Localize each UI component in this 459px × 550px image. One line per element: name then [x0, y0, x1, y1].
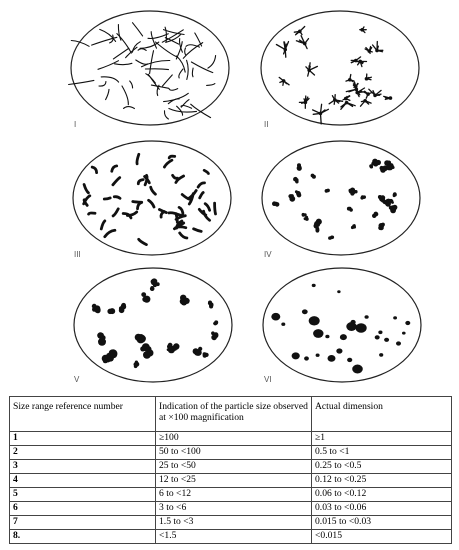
panel-label-1: I: [74, 120, 77, 129]
cell-reference-number: 8.: [10, 530, 156, 544]
panel-outline: [261, 11, 419, 125]
cell-reference-number: 1: [10, 432, 156, 446]
panel-outline: [73, 141, 231, 255]
panel-4-small-clusters: [262, 141, 420, 255]
table-header-row: [10, 397, 452, 432]
cell-observed-size: 1.5 to <3: [156, 516, 312, 530]
cell-reference-number: 3: [10, 460, 156, 474]
cell-observed-size: 3 to <6: [156, 502, 312, 516]
panel-label-5: V: [74, 375, 80, 384]
cell-observed-size: 25 to <50: [156, 460, 312, 474]
panel-label-2: II: [264, 120, 269, 129]
panel-outline: [263, 268, 421, 382]
panel-6-round-nodules: [263, 268, 421, 382]
panel-5-rosette-clusters: [74, 268, 232, 382]
cell-observed-size: ≥100: [156, 432, 312, 446]
cell-actual-dimension: 0.06 to <0.12: [312, 488, 452, 502]
cell-actual-dimension: 0.03 to <0.06: [312, 502, 452, 516]
cell-actual-dimension: <0.015: [312, 530, 452, 544]
header-observed-size: Indication of the particle size observed at ×100 magnification: [156, 397, 312, 432]
size-reference-table: [9, 396, 452, 544]
cell-actual-dimension: 0.25 to <0.5: [312, 460, 452, 474]
panel-label-4: IV: [264, 250, 272, 259]
cell-observed-size: 12 to <25: [156, 474, 312, 488]
panel-1-thin-filaments: [69, 11, 229, 125]
panel-2-branched-stars: [261, 11, 419, 125]
panel-outline: [262, 141, 420, 255]
cell-observed-size: 50 to <100: [156, 446, 312, 460]
cell-actual-dimension: ≥1: [312, 432, 452, 446]
header-actual-dimension: Actual dimension: [312, 397, 452, 432]
cell-reference-number: 6: [10, 502, 156, 516]
table-body: [10, 432, 452, 544]
cell-actual-dimension: 0.5 to <1: [312, 446, 452, 460]
table-row: [10, 502, 452, 516]
cell-reference-number: 5: [10, 488, 156, 502]
cell-actual-dimension: 0.015 to <0.03: [312, 516, 452, 530]
cell-reference-number: 2: [10, 446, 156, 460]
table-row: [10, 530, 452, 544]
cell-observed-size: 6 to <12: [156, 488, 312, 502]
cell-reference-number: 7: [10, 516, 156, 530]
header-reference-number: Size range reference number: [10, 397, 156, 432]
table-row: [10, 460, 452, 474]
table-row: [10, 488, 452, 502]
table-row: [10, 432, 452, 446]
table-row: [10, 446, 452, 460]
panel-label-3: III: [74, 250, 81, 259]
table-row: [10, 516, 452, 530]
cell-observed-size: <1.5: [156, 530, 312, 544]
cell-actual-dimension: 0.12 to <0.25: [312, 474, 452, 488]
cell-reference-number: 4: [10, 474, 156, 488]
panel-3-worm-segments: [73, 141, 231, 255]
panel-label-6: VI: [264, 375, 272, 384]
table-row: [10, 474, 452, 488]
